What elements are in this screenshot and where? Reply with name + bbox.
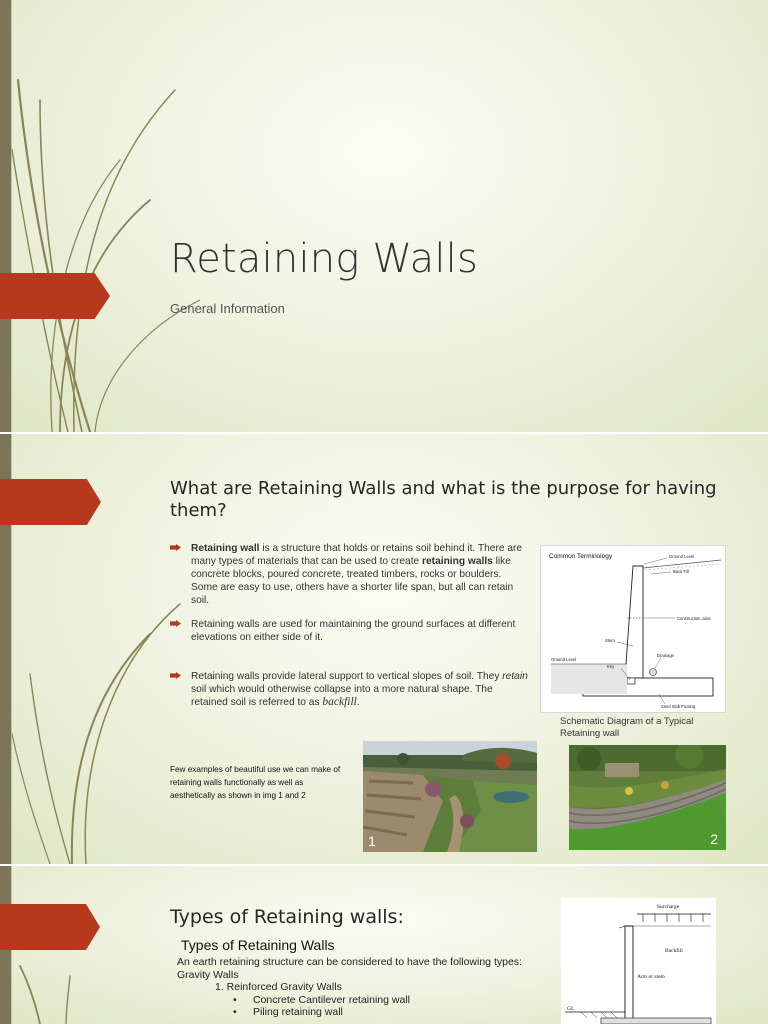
bullet-text: . [356,697,360,708]
schematic-label: Stem [605,638,615,643]
schematic-label: Back Fill [673,569,689,574]
bullet-text: Concrete Cantilever retaining wall [253,993,410,1006]
retaining-wall-photo-2 [569,745,726,850]
bullet-text: Retaining walls provide lateral support to vertical slopes of soil. They [191,671,503,682]
bullet-arrow-icon [170,620,181,627]
photo-number: 2 [710,831,718,847]
figure-label: Arm or stem [637,974,665,980]
title-slide [0,0,768,432]
slide-subtitle: General Information [170,301,285,316]
accent-flag [0,479,101,525]
bullet-item [177,1006,567,1019]
bullet-italic-text: retain [502,671,528,682]
slide-subheading: Types of Retaining Walls [181,937,335,953]
schematic-label: Construction Joint [677,616,711,621]
schematic-label: Ground Level [669,554,695,559]
purpose-slide [0,434,768,864]
bullet-text: is a structure that holds or retains soil behind it. There are many types of materials that can be used to create [191,543,523,567]
slide-title: What are Retaining Walls and what is the purpose for having them? [170,478,717,521]
bullet-list [170,542,530,709]
bullet-text: Retaining walls are used for maintaining the ground surfaces at different elevations on either side of it. [191,619,516,643]
figure-label: Backfill [665,948,683,954]
left-bar-line [11,0,12,432]
bullet-item [177,994,567,1007]
schematic-label: Ground Level [551,657,577,662]
types-body [177,956,567,1019]
cantilever-wall-figure [561,898,716,1024]
grass-decoration-icon [0,0,200,432]
bullet-arrow-icon [170,672,181,679]
bullet-item [170,542,530,607]
schematic-label: Steel Slab Footing [661,704,696,709]
schematic-diagram [540,545,726,713]
photo-number: 1 [368,833,376,849]
accent-flag [0,273,110,319]
figure-label: Surcharge [657,904,680,910]
bullet-text: Piling retaining wall [253,1006,343,1018]
bullet-arrow-icon [170,544,181,551]
schematic-heading: Common Terminology [549,553,613,560]
bullet-item [170,618,530,644]
figure-label: GL [567,1006,575,1012]
body-line: An earth retaining structure can be considered to have the following types: [177,956,522,968]
bullet-text: like concrete blocks, poured concrete, treated timbers, rocks or boulders. Some are easy to use, others have a shorter life span, but all can retain soil. [191,556,514,606]
body-line: Gravity Walls [177,968,239,981]
accent-flag [0,904,100,950]
left-bar [0,0,11,432]
schematic-label: Key [607,664,615,669]
slide-title: Types of Retaining walls: [170,906,404,928]
schematic-caption: Schematic Diagram of a Typical Retaining wall [560,716,694,739]
slide-title: Retaining Walls [170,236,479,282]
bullet-bold-text: retaining walls [422,556,493,567]
bullet-bold-text: Retaining wall [191,543,260,554]
body-line: 1. Reinforced Gravity Walls [215,981,342,993]
examples-text: Few examples of beautiful use we can make of retaining walls functionally as well as aesthetically as shown in img 1 and 2 [170,765,341,800]
types-slide [0,866,768,1024]
bullet-text: soil which would otherwise collapse into a more natural shape. The retained soil is referred to as [191,684,493,708]
retaining-wall-photo-1 [363,741,537,852]
schematic-label: Drainage [657,653,674,658]
bullet-item [170,670,530,709]
bullet-italic-text: backfill [322,696,357,708]
